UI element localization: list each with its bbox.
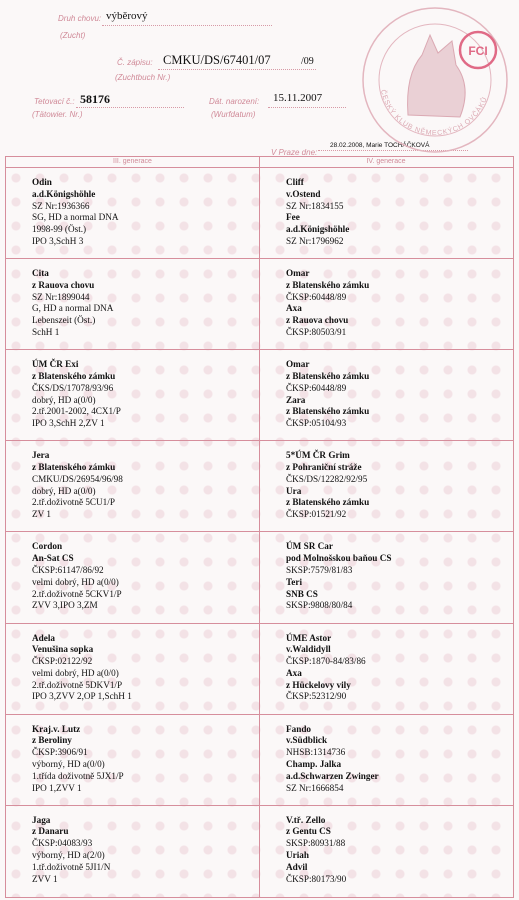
gen4-entry [286,541,391,612]
pedigree-line: Omar [286,359,310,370]
pedigree-line: SG, HD a normal DNA [32,212,119,223]
pedigree-line: 2.tř.doživotně 5DKV1/P [32,679,123,690]
gen4-entry [286,633,366,704]
pedigree-line: An-Sat CS [32,553,74,564]
studbook-rule [158,69,316,70]
pedigree-line: z Blatenského zámku [286,406,370,417]
pedigree-line: ČKSP:05104/93 [286,418,347,429]
breeding-rule [102,25,272,26]
pedigree-line: ÚM ČR Exi [32,359,79,370]
pedigree-line: 2.tř.doživotně 5CKV1/P [32,588,122,599]
pedigree-line: SKSP:80931/88 [286,838,346,849]
gen4-entry [286,268,369,339]
pedigree-line: velmi dobrý, HD a(0/0) [32,576,119,587]
birthdate-label: Dát. narození: [209,97,260,106]
row-divider [6,714,513,715]
tattoo-number: 58176 [80,92,110,106]
pedigree-line: ÚME Astor [286,632,332,643]
pedigree-line: dobrý, HD a(0/0) [32,394,96,405]
pedigree-line: Adela [32,632,55,643]
pedigree-line: ČKSP:01521/92 [286,509,347,520]
tattoo-label-de: (Tätowier. Nr.) [32,110,83,119]
pedigree-line: CMKU/DS/26954/96/98 [32,473,123,484]
pedigree-line: velmi dobrý, HD a(0/0) [32,667,119,678]
pedigree-line: Teri [286,576,302,587]
pedigree-line: SNB CS [286,588,318,599]
pedigree-line: dobrý, HD a(0/0) [32,485,96,496]
pedigree-line: Lebenszeit (Öst.) [32,315,96,326]
pedigree-line: Cliff [286,177,304,187]
breeding-label: Druh chovu: [58,14,102,23]
pedigree-line: v.Ostend [286,188,321,199]
pedigree-line: V.tř. Zello [286,814,326,825]
tattoo-rule [76,107,184,108]
pedigree-line: SKSP:9808/80/84 [286,600,353,611]
pedigree-line: 5*ÚM ČR Grim [286,450,350,461]
pedigree-line: z Blatenského zámku [286,370,370,381]
pedigree-line: a.d.Königshöhle [286,224,350,235]
pedigree-line: ČKSP:02122/92 [32,656,93,667]
pedigree-line: z Blatenského zámku [286,497,370,508]
pedigree-line: SKSP:7579/81/83 [286,564,353,575]
pedigree-line: IPO 1,ZVV 1 [32,782,82,793]
place-label: V Praze dne: [271,148,318,157]
fci-seal-stamp [360,5,510,155]
pedigree-line: výborný, HD a(2/0) [32,850,105,861]
breeding-label-de: (Zucht) [60,31,86,40]
studbook-label-de: (Zuchtbuch Nr.) [115,73,171,82]
pedigree-line: a.d.Schwarzen Zwinger [286,770,379,781]
fci-logo-text: FCI [468,44,488,58]
gen3-entry [32,724,124,795]
shepherd-dog-head-icon [408,35,466,117]
pedigree-line: z Blatenského zámku [32,462,116,473]
gen4-entry [286,724,379,795]
pedigree-table [5,156,514,898]
pedigree-line: pod Molnošskou baňou CS [286,553,392,564]
pedigree-line: ČKSP:60448/89 [286,291,347,302]
pedigree-line: z Blatenského zámku [286,279,370,290]
gen4-entry [286,359,369,430]
pedigree-line: SZ Nr:1666854 [286,782,344,793]
pedigree-line: ČKSP:52312/90 [286,691,347,702]
pedigree-line: výborný, HD a(0/0) [32,758,105,769]
pedigree-line: z Danaru [32,826,69,837]
pedigree-line: 1.tř.doživotně 5JI1/N [32,861,111,872]
column-header-gen4: IV. generace [259,157,513,168]
gen3-entry [32,815,110,886]
pedigree-line: ZV 1 [32,509,51,520]
pedigree-line: ZVV 3,IPO 3,ZM [32,600,98,611]
pedigree-line: G, HD a normal DNA [32,303,114,314]
pedigree-line: Axa [286,303,302,314]
column-divider [259,157,260,897]
pedigree-line: IPO 3,SchH 3 [32,235,84,246]
pedigree-line: z Gentu CS [286,826,331,837]
pedigree-line: SchH 1 [32,327,60,338]
row-divider [6,805,513,806]
pedigree-line: Advil [286,861,308,872]
pedigree-line: SZ Nr:1834155 [286,200,344,211]
pedigree-line: a.d.Königshöhle [32,188,96,199]
pedigree-line: 1.třída doživotně 5JX1/P [32,770,124,781]
pedigree-line: Axa [286,667,302,678]
pedigree-line: Cordon [32,541,63,552]
pedigree-line: Champ. Jalka [286,758,342,769]
column-header-gen3: III. generace [6,157,259,168]
pedigree-line: ČKSP:60448/89 [286,382,347,393]
birthdate-rule [268,107,346,108]
gen4-entry [286,450,369,521]
pedigree-line: IPO 3,SchH 2,ZV 1 [32,418,105,429]
breeding-value: výběrový [106,10,148,22]
pedigree-line: z Rauova chovu [32,279,95,290]
pedigree-line: IPO 3,ZVV 2,OP 1,SchH 1 [32,691,132,702]
pedigree-line: Jera [32,450,50,461]
pedigree-line: 1998-99 (Öst.) [32,224,87,235]
pedigree-line: v.Waldidyll [286,644,331,655]
pedigree-line: Jaga [32,814,51,825]
pedigree-line: 2.tř.2001-2002, 4CX1/P [32,406,121,417]
pedigree-line: SZ Nr:1796962 [286,235,344,246]
pedigree-line: Omar [286,268,310,279]
gen4-entry [286,815,346,886]
pedigree-line: ČKSP:1870-84/83/86 [286,656,366,667]
birthdate-value: 15.11.2007 [273,92,323,104]
pedigree-line: SZ Nr:1899044 [32,291,90,302]
pedigree-line: NHSB:1314736 [286,747,346,758]
pedigree-line: Venušina sopka [32,644,94,655]
tattoo-label: Tetovací č.: [34,97,75,106]
gen3-entry [32,633,132,704]
gen4-entry [286,177,349,248]
row-divider [6,623,513,624]
seal-ring-text: ČESKÝ KLUB NĚMECKÝCH OVČÁKŮ [378,89,489,138]
pedigree-line: ČKSP:80503/91 [286,327,347,338]
pedigree-line: z Pohraniční stráže [286,462,362,473]
pedigree-line: Odin [32,177,52,187]
pedigree-line: ČKSP:3906/91 [32,747,88,758]
pedigree-line: Ura [286,485,302,496]
pedigree-line: ČKSP:61147/86/92 [32,564,104,575]
studbook-label: Č. zápisu: [117,58,153,67]
studbook-suffix: /09 [301,56,314,67]
pedigree-line: Uriah [286,850,309,861]
pedigree-line: ČKS/DS/12282/92/95 [286,473,368,484]
pedigree-line: Kraj.v. Lutz [32,723,81,734]
row-divider [6,531,513,532]
pedigree-line: ČKSP:04083/93 [32,838,93,849]
gen3-entry [32,450,123,521]
gen3-entry [32,359,121,430]
pedigree-line: ČKSP:80173/90 [286,873,347,884]
pedigree-line: z Beroliny [32,735,72,746]
pedigree-line: ČKS/DS/17078/93/96 [32,382,114,393]
pedigree-line: SZ Nr:1936366 [32,200,90,211]
pedigree-line: z Hückelovy vily [286,679,351,690]
pedigree-line: Fando [286,723,312,734]
row-divider [6,258,513,259]
studbook-number: CMKU/DS/67401/07 [163,53,271,67]
pedigree-line: v.Südblick [286,735,328,746]
pedigree-line: Cita [32,268,49,279]
gen3-entry [32,268,113,339]
pedigree-line: z Blatenského zámku [32,370,116,381]
pedigree-line: z Rauova chovu [286,315,349,326]
row-divider [6,440,513,441]
row-divider [6,349,513,350]
birthdate-label-de: (Wurfdatum) [211,110,256,119]
pedigree-line: Zara [286,394,306,405]
signature-line: 28.02.2008, Marie TOCHÁČKOVÁ [330,142,430,149]
pedigree-line: Fee [286,212,300,223]
pedigree-line: ÚM SR Car [286,541,333,552]
gen3-entry [32,177,119,248]
pedigree-line: 2.tř.doživotně 5CU1/P [32,497,115,508]
pedigree-line: ZVV 1 [32,873,58,884]
gen3-entry [32,541,122,612]
